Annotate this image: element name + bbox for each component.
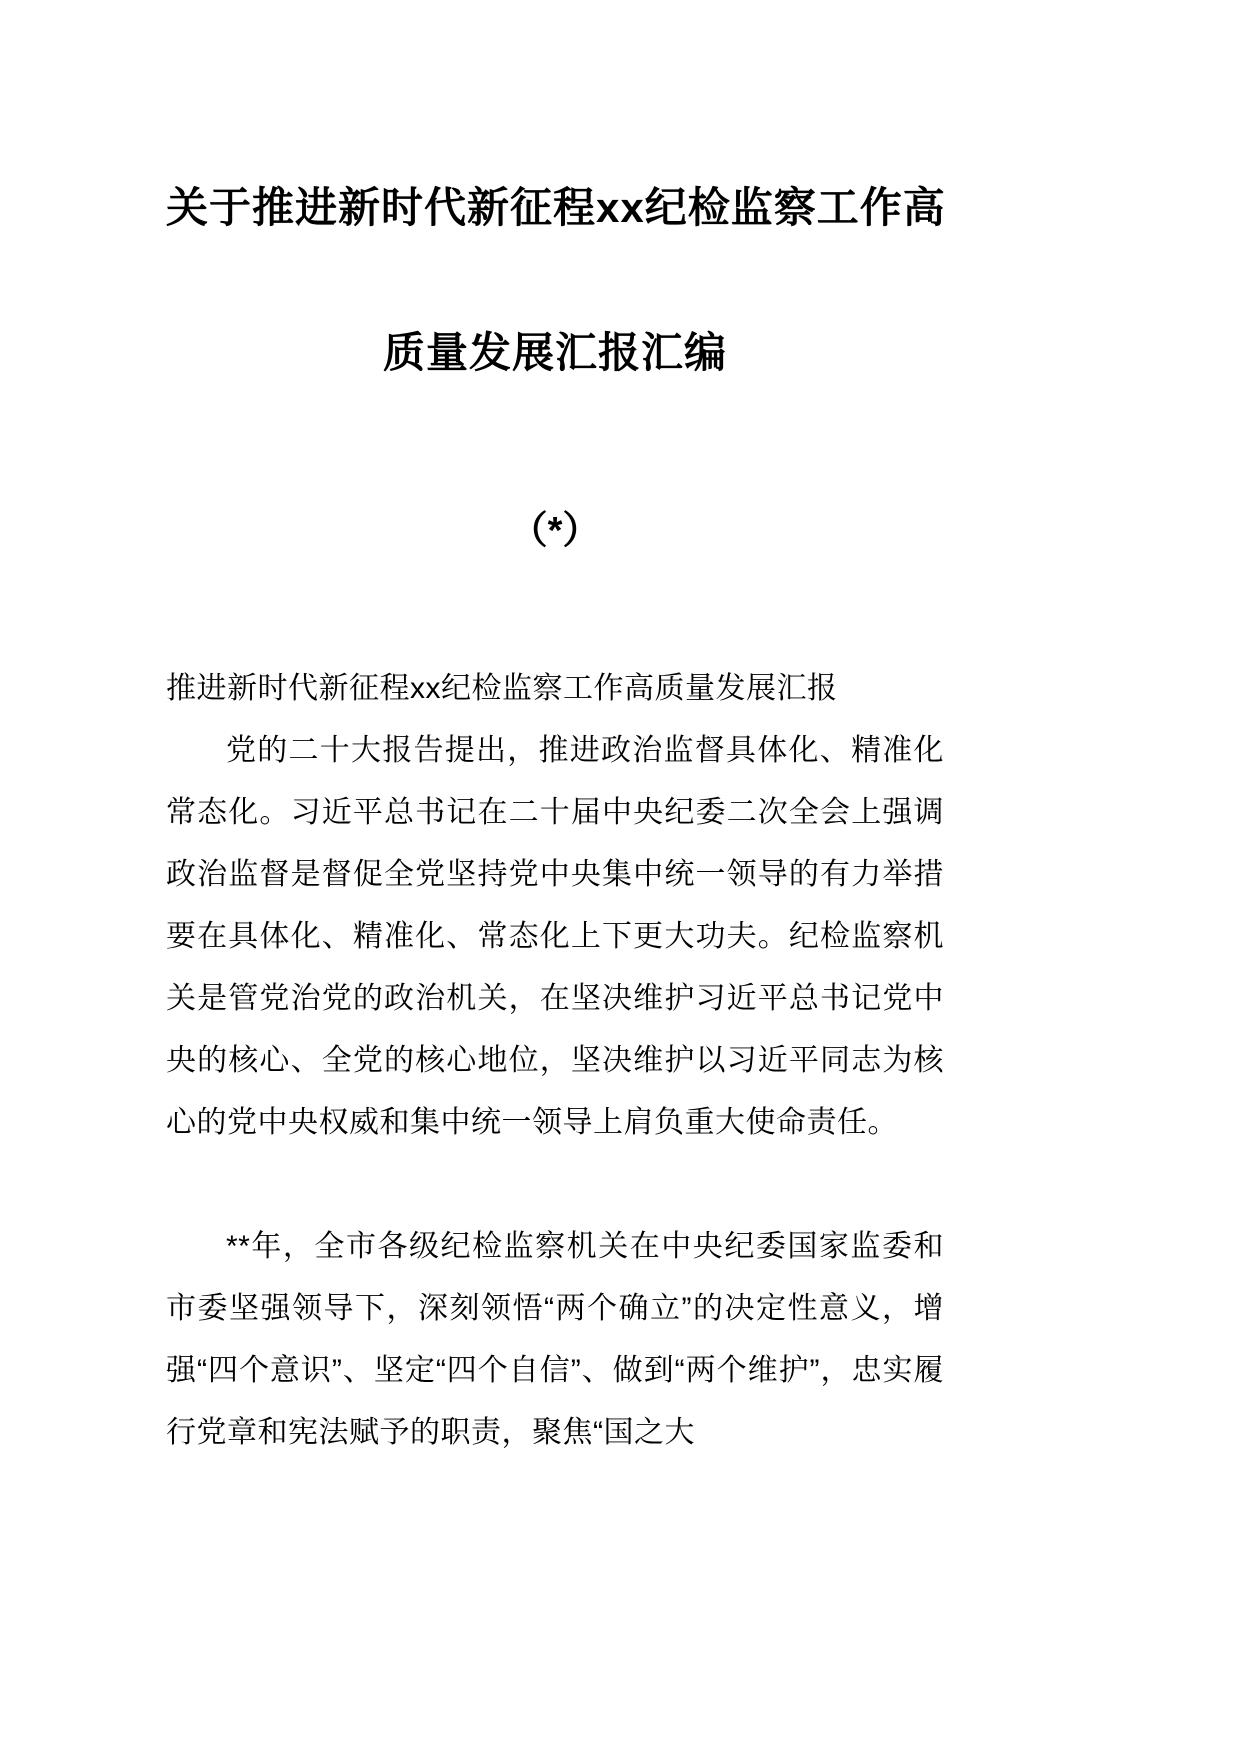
title-line-1: 关于推进新时代新征程xx纪检监察工作高 bbox=[166, 184, 946, 231]
document-title bbox=[166, 182, 944, 379]
document-content bbox=[166, 182, 944, 1464]
paragraph-body-2: **年，全市各级纪检监察机关在中央纪委国家监委和市委坚强领导下，深刻领悟“两个确立”的决定性意义，增强“四个意识”、坚定“四个自信”、做到“两个维护”，忠实履行党章和宪法赋予的职责，聚焦“国之大 bbox=[166, 1230, 944, 1449]
document-subtitle: （*） bbox=[509, 510, 601, 552]
title-line-2: 质量发展汇报汇编 bbox=[382, 328, 727, 376]
paragraph-body-1: 党的二十大报告提出，推进政治监督具体化、精准化常态化。习近平总书记在二十届中央纪委二次全会上强调政治监督是督促全党坚持党中央集中统一领导的有力举措要在具体化、精准化、常态化上下更大功夫。纪检监察机关是管党治党的政治机关，在坚决维护习近平总书记党中央的核心、全党的核心地位，坚决维护以习近平同志为核心的党中央权威和集中统一领导上肩负重大使命责任。 bbox=[166, 734, 944, 1139]
report-heading: 推进新时代新征程xx纪检监察工作高质量发展汇报 bbox=[166, 672, 838, 705]
